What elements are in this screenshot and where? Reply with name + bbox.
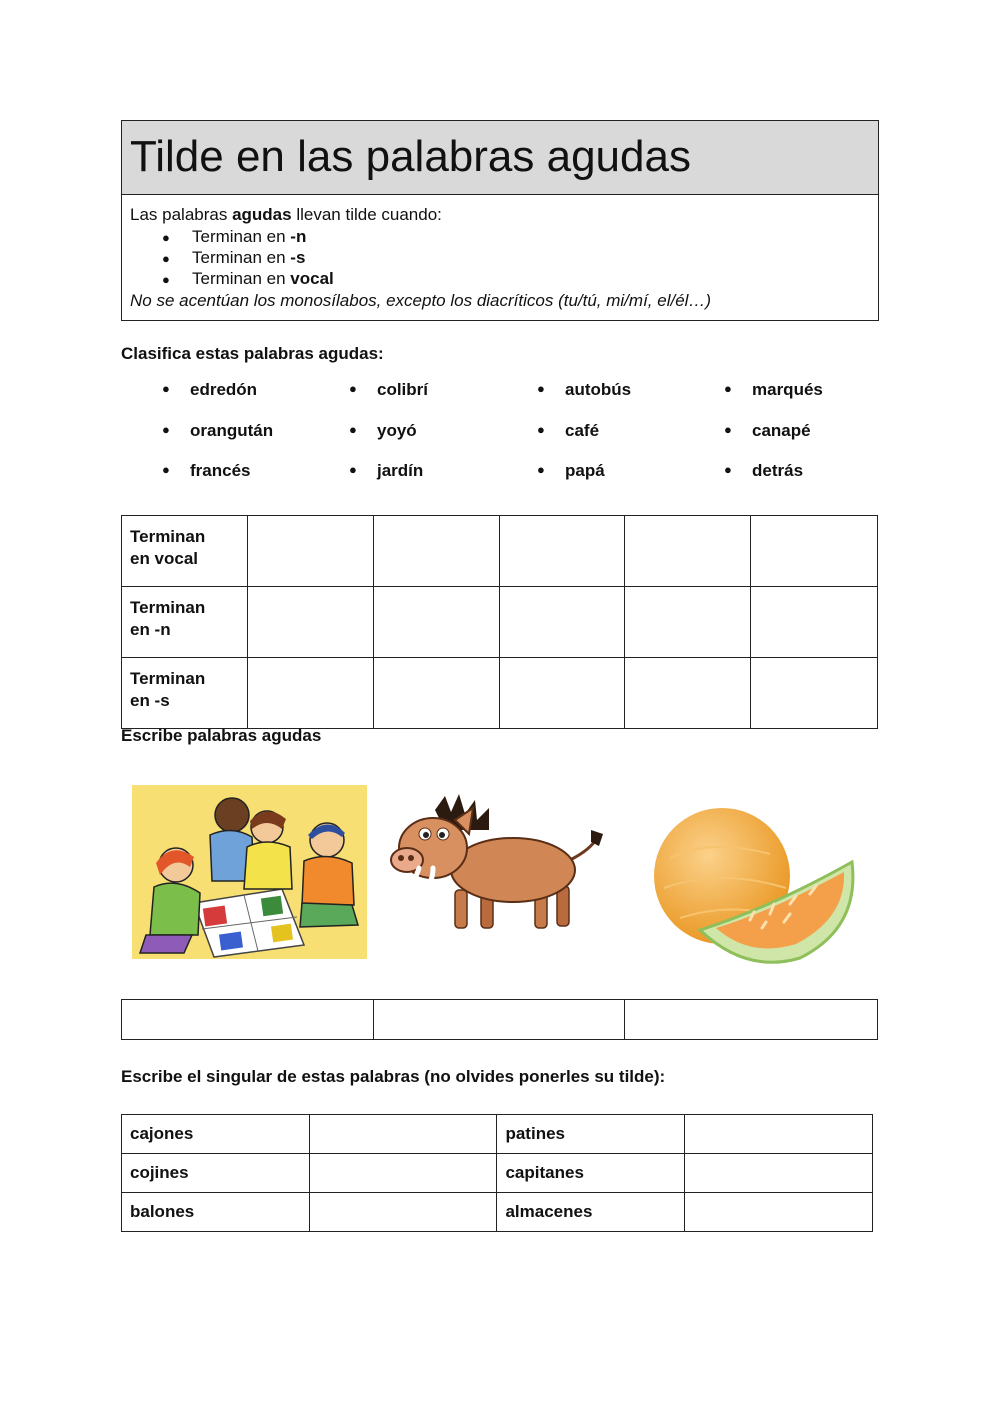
table-row <box>122 1000 878 1040</box>
singular-heading: Escribe el singular de estas palabras (no olvides ponerles su tilde): <box>121 1067 666 1086</box>
word-item <box>537 421 599 441</box>
row-label-line: en -s <box>130 691 170 710</box>
write-table <box>121 999 878 1040</box>
row-label <box>122 516 248 587</box>
answer-cell[interactable] <box>751 587 878 658</box>
rules-list <box>162 226 334 289</box>
row-label-line: en -n <box>130 620 171 639</box>
bullet-icon: ● <box>349 462 357 477</box>
answer-cell[interactable] <box>309 1193 497 1232</box>
word-text: colibrí <box>377 380 429 399</box>
rule-text: Terminan en <box>192 248 291 267</box>
word-item <box>162 380 257 400</box>
answer-cell[interactable] <box>247 516 373 587</box>
write-heading: Escribe palabras agudas <box>121 726 322 745</box>
plural-word: almacenes <box>497 1193 685 1232</box>
answer-cell[interactable] <box>685 1193 873 1232</box>
singular-table <box>121 1114 873 1232</box>
word-text: papá <box>565 461 605 480</box>
answer-cell[interactable] <box>309 1115 497 1154</box>
classify-heading: Clasifica estas palabras agudas: <box>121 344 384 363</box>
plural-word: balones <box>122 1193 310 1232</box>
answer-cell[interactable] <box>122 1000 374 1040</box>
children-playing-board-game-image <box>132 785 367 959</box>
bullet-icon: ● <box>162 272 170 287</box>
rule-ending: -s <box>290 248 306 267</box>
word-text: edredón <box>190 380 258 399</box>
word-item <box>349 461 423 481</box>
page-title: Tilde en las palabras agudas <box>130 132 691 181</box>
answer-cell[interactable] <box>373 516 499 587</box>
table-row <box>122 658 878 729</box>
rule-ending: -n <box>290 227 307 246</box>
rule-ending: vocal <box>290 269 334 288</box>
rule-text: Terminan en <box>192 269 291 288</box>
answer-cell[interactable] <box>685 1154 873 1193</box>
word-text: orangután <box>190 421 274 440</box>
word-text: café <box>565 421 600 440</box>
title-box <box>121 120 879 194</box>
row-label-line: en vocal <box>130 549 199 568</box>
plural-word: patines <box>497 1115 685 1154</box>
bullet-icon: ● <box>537 381 545 396</box>
bullet-icon: ● <box>349 381 357 396</box>
word-text: jardín <box>377 461 424 480</box>
warthog-image <box>385 790 615 940</box>
rules-intro-text: Las palabras <box>130 205 233 224</box>
bullet-icon: ● <box>162 381 170 396</box>
bullet-icon: ● <box>537 462 545 477</box>
bullet-icon: ● <box>537 422 545 437</box>
answer-cell[interactable] <box>625 587 751 658</box>
rules-intro-text-end: llevan tilde cuando: <box>291 205 442 224</box>
answer-cell[interactable] <box>499 658 625 729</box>
word-item <box>724 380 823 400</box>
bullet-icon: ● <box>724 381 732 396</box>
answer-cell[interactable] <box>499 516 625 587</box>
word-text: yoyó <box>377 421 417 440</box>
word-text: detrás <box>752 461 804 480</box>
answer-cell[interactable] <box>499 587 625 658</box>
word-item <box>349 380 428 400</box>
word-text: francés <box>190 461 251 480</box>
answer-cell[interactable] <box>685 1115 873 1154</box>
table-row <box>122 516 878 587</box>
rule-text: Terminan en <box>192 227 291 246</box>
answer-cell[interactable] <box>247 587 373 658</box>
word-item <box>537 461 605 481</box>
answer-cell[interactable] <box>625 516 751 587</box>
answer-cell[interactable] <box>625 658 751 729</box>
rules-note: No se acentúan los monosílabos, excepto los diacríticos (tu/tú, mi/mí, el/él…) <box>130 291 712 310</box>
rule-item <box>162 226 334 247</box>
answer-cell[interactable] <box>751 658 878 729</box>
rules-intro-bold: agudas <box>232 205 292 224</box>
rules-intro <box>130 205 442 225</box>
word-item <box>349 421 417 441</box>
word-item <box>724 461 803 481</box>
answer-cell[interactable] <box>751 516 878 587</box>
row-label <box>122 658 248 729</box>
row-label-line: Terminan <box>130 527 206 546</box>
bullet-icon: ● <box>349 422 357 437</box>
row-label-line: Terminan <box>130 598 206 617</box>
bullet-icon: ● <box>162 462 170 477</box>
answer-cell[interactable] <box>373 587 499 658</box>
answer-cell[interactable] <box>309 1154 497 1193</box>
bullet-icon: ● <box>162 422 170 437</box>
answer-cell[interactable] <box>247 658 373 729</box>
word-item <box>537 380 631 400</box>
row-label <box>122 587 248 658</box>
bullet-icon: ● <box>724 422 732 437</box>
table-row <box>122 1193 873 1232</box>
word-text: marqués <box>752 380 823 399</box>
rule-item <box>162 247 334 268</box>
plural-word: cajones <box>122 1115 310 1154</box>
word-text: autobús <box>565 380 632 399</box>
rule-item <box>162 268 334 289</box>
table-row <box>122 1115 873 1154</box>
table-row <box>122 587 878 658</box>
bullet-icon: ● <box>162 230 170 245</box>
word-item <box>162 421 273 441</box>
melon-image <box>650 798 868 970</box>
answer-cell[interactable] <box>373 1000 625 1040</box>
word-item <box>724 421 811 441</box>
word-text: canapé <box>752 421 811 440</box>
table-row <box>122 1154 873 1193</box>
answer-cell[interactable] <box>373 658 499 729</box>
bullet-icon: ● <box>724 462 732 477</box>
rules-box <box>121 194 879 321</box>
word-item <box>162 461 250 481</box>
classify-table <box>121 515 878 729</box>
plural-word: capitanes <box>497 1154 685 1193</box>
row-label-line: Terminan <box>130 669 206 688</box>
bullet-icon: ● <box>162 251 170 266</box>
plural-word: cojines <box>122 1154 310 1193</box>
answer-cell[interactable] <box>625 1000 878 1040</box>
